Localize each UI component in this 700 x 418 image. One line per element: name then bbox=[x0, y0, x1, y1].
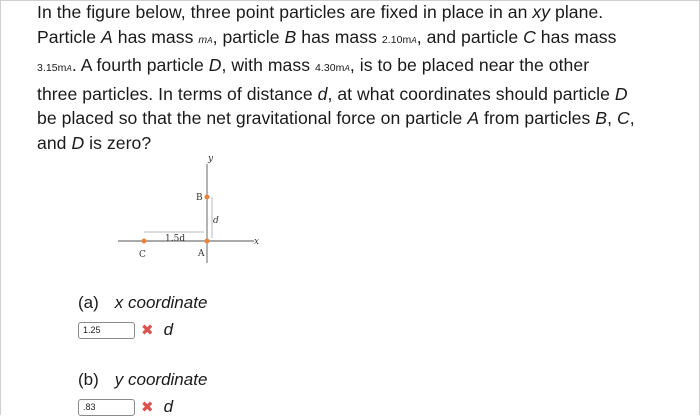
mass-C-sub: A bbox=[66, 64, 72, 74]
text: and bbox=[37, 132, 72, 153]
text: , at what coordinates should particle bbox=[327, 83, 615, 104]
problem-statement bbox=[37, 0, 687, 156]
label-A: A bbox=[198, 249, 205, 259]
text: , with mass bbox=[221, 55, 316, 76]
var-D: D bbox=[208, 55, 222, 76]
label-C: C bbox=[139, 250, 146, 260]
text: has mass bbox=[535, 26, 617, 47]
problem-line-2 bbox=[37, 25, 687, 54]
text: , bbox=[607, 108, 617, 129]
var-B: B bbox=[595, 108, 608, 129]
part-b-title: y coordinate bbox=[114, 370, 208, 389]
var-A: A bbox=[101, 26, 113, 47]
part-a-label: (a) bbox=[78, 293, 99, 312]
var-A: A bbox=[467, 108, 480, 129]
mass-B-sub: A bbox=[411, 35, 417, 45]
var-C: C bbox=[616, 108, 630, 129]
text: three particles. In terms of distance bbox=[37, 83, 318, 104]
incorrect-x-icon: ✖ bbox=[141, 321, 154, 339]
text: In the figure below, three point particles are fixed in place in an bbox=[37, 2, 533, 22]
var-d: d bbox=[317, 83, 328, 104]
text: Particle bbox=[37, 26, 102, 47]
part-a-answer-row bbox=[78, 319, 173, 341]
var-D: D bbox=[71, 132, 85, 153]
problem-line-3 bbox=[37, 53, 687, 82]
particle-figure bbox=[118, 150, 268, 270]
incorrect-x-icon: ✖ bbox=[141, 398, 154, 416]
text: is zero? bbox=[84, 132, 152, 153]
part-b-label: (b) bbox=[78, 370, 99, 389]
label-d: d bbox=[213, 216, 219, 226]
mass-A: m bbox=[198, 33, 208, 46]
particle-A bbox=[205, 239, 210, 244]
text: , is to be placed near the other bbox=[349, 55, 590, 76]
problem-line-1 bbox=[37, 0, 687, 25]
mass-D-sub: A bbox=[344, 64, 350, 74]
part-a-heading bbox=[78, 293, 207, 313]
text: has mass bbox=[112, 26, 199, 47]
text: has mass bbox=[296, 26, 382, 47]
text: , particle bbox=[212, 26, 285, 47]
problem-line-5 bbox=[37, 106, 687, 131]
text: from particles bbox=[479, 108, 596, 129]
part-b-heading bbox=[78, 370, 207, 390]
mass-A-sub: A bbox=[207, 35, 213, 45]
part-a-unit: d bbox=[163, 320, 174, 339]
mass-B: 2.10m bbox=[381, 33, 412, 46]
text: . A fourth particle bbox=[71, 55, 209, 76]
text: , and particle bbox=[416, 26, 524, 47]
y-axis-label: y bbox=[208, 154, 214, 164]
particle-B bbox=[205, 195, 210, 200]
var-D: D bbox=[614, 83, 628, 104]
part-b-answer-input[interactable] bbox=[78, 399, 135, 416]
text: plane. bbox=[550, 2, 604, 22]
x-axis-label: x bbox=[254, 237, 260, 247]
part-b-unit: d bbox=[163, 397, 174, 416]
var-xy: xy bbox=[532, 2, 551, 22]
label-B: B bbox=[196, 193, 203, 203]
mass-D: 4.30m bbox=[315, 62, 345, 75]
particle-C bbox=[142, 239, 147, 244]
part-a-title: x coordinate bbox=[114, 293, 208, 312]
var-B: B bbox=[284, 26, 297, 47]
var-C: C bbox=[523, 26, 536, 47]
label-1-5d: 1.5d bbox=[165, 234, 186, 244]
text: be placed so that the net gravitational force on particle bbox=[37, 108, 468, 129]
mass-C: 3.15m bbox=[37, 62, 67, 75]
problem-line-4 bbox=[37, 82, 687, 107]
part-a-answer-input[interactable] bbox=[78, 322, 135, 339]
part-b-answer-row bbox=[78, 396, 173, 418]
text: , bbox=[629, 108, 635, 129]
